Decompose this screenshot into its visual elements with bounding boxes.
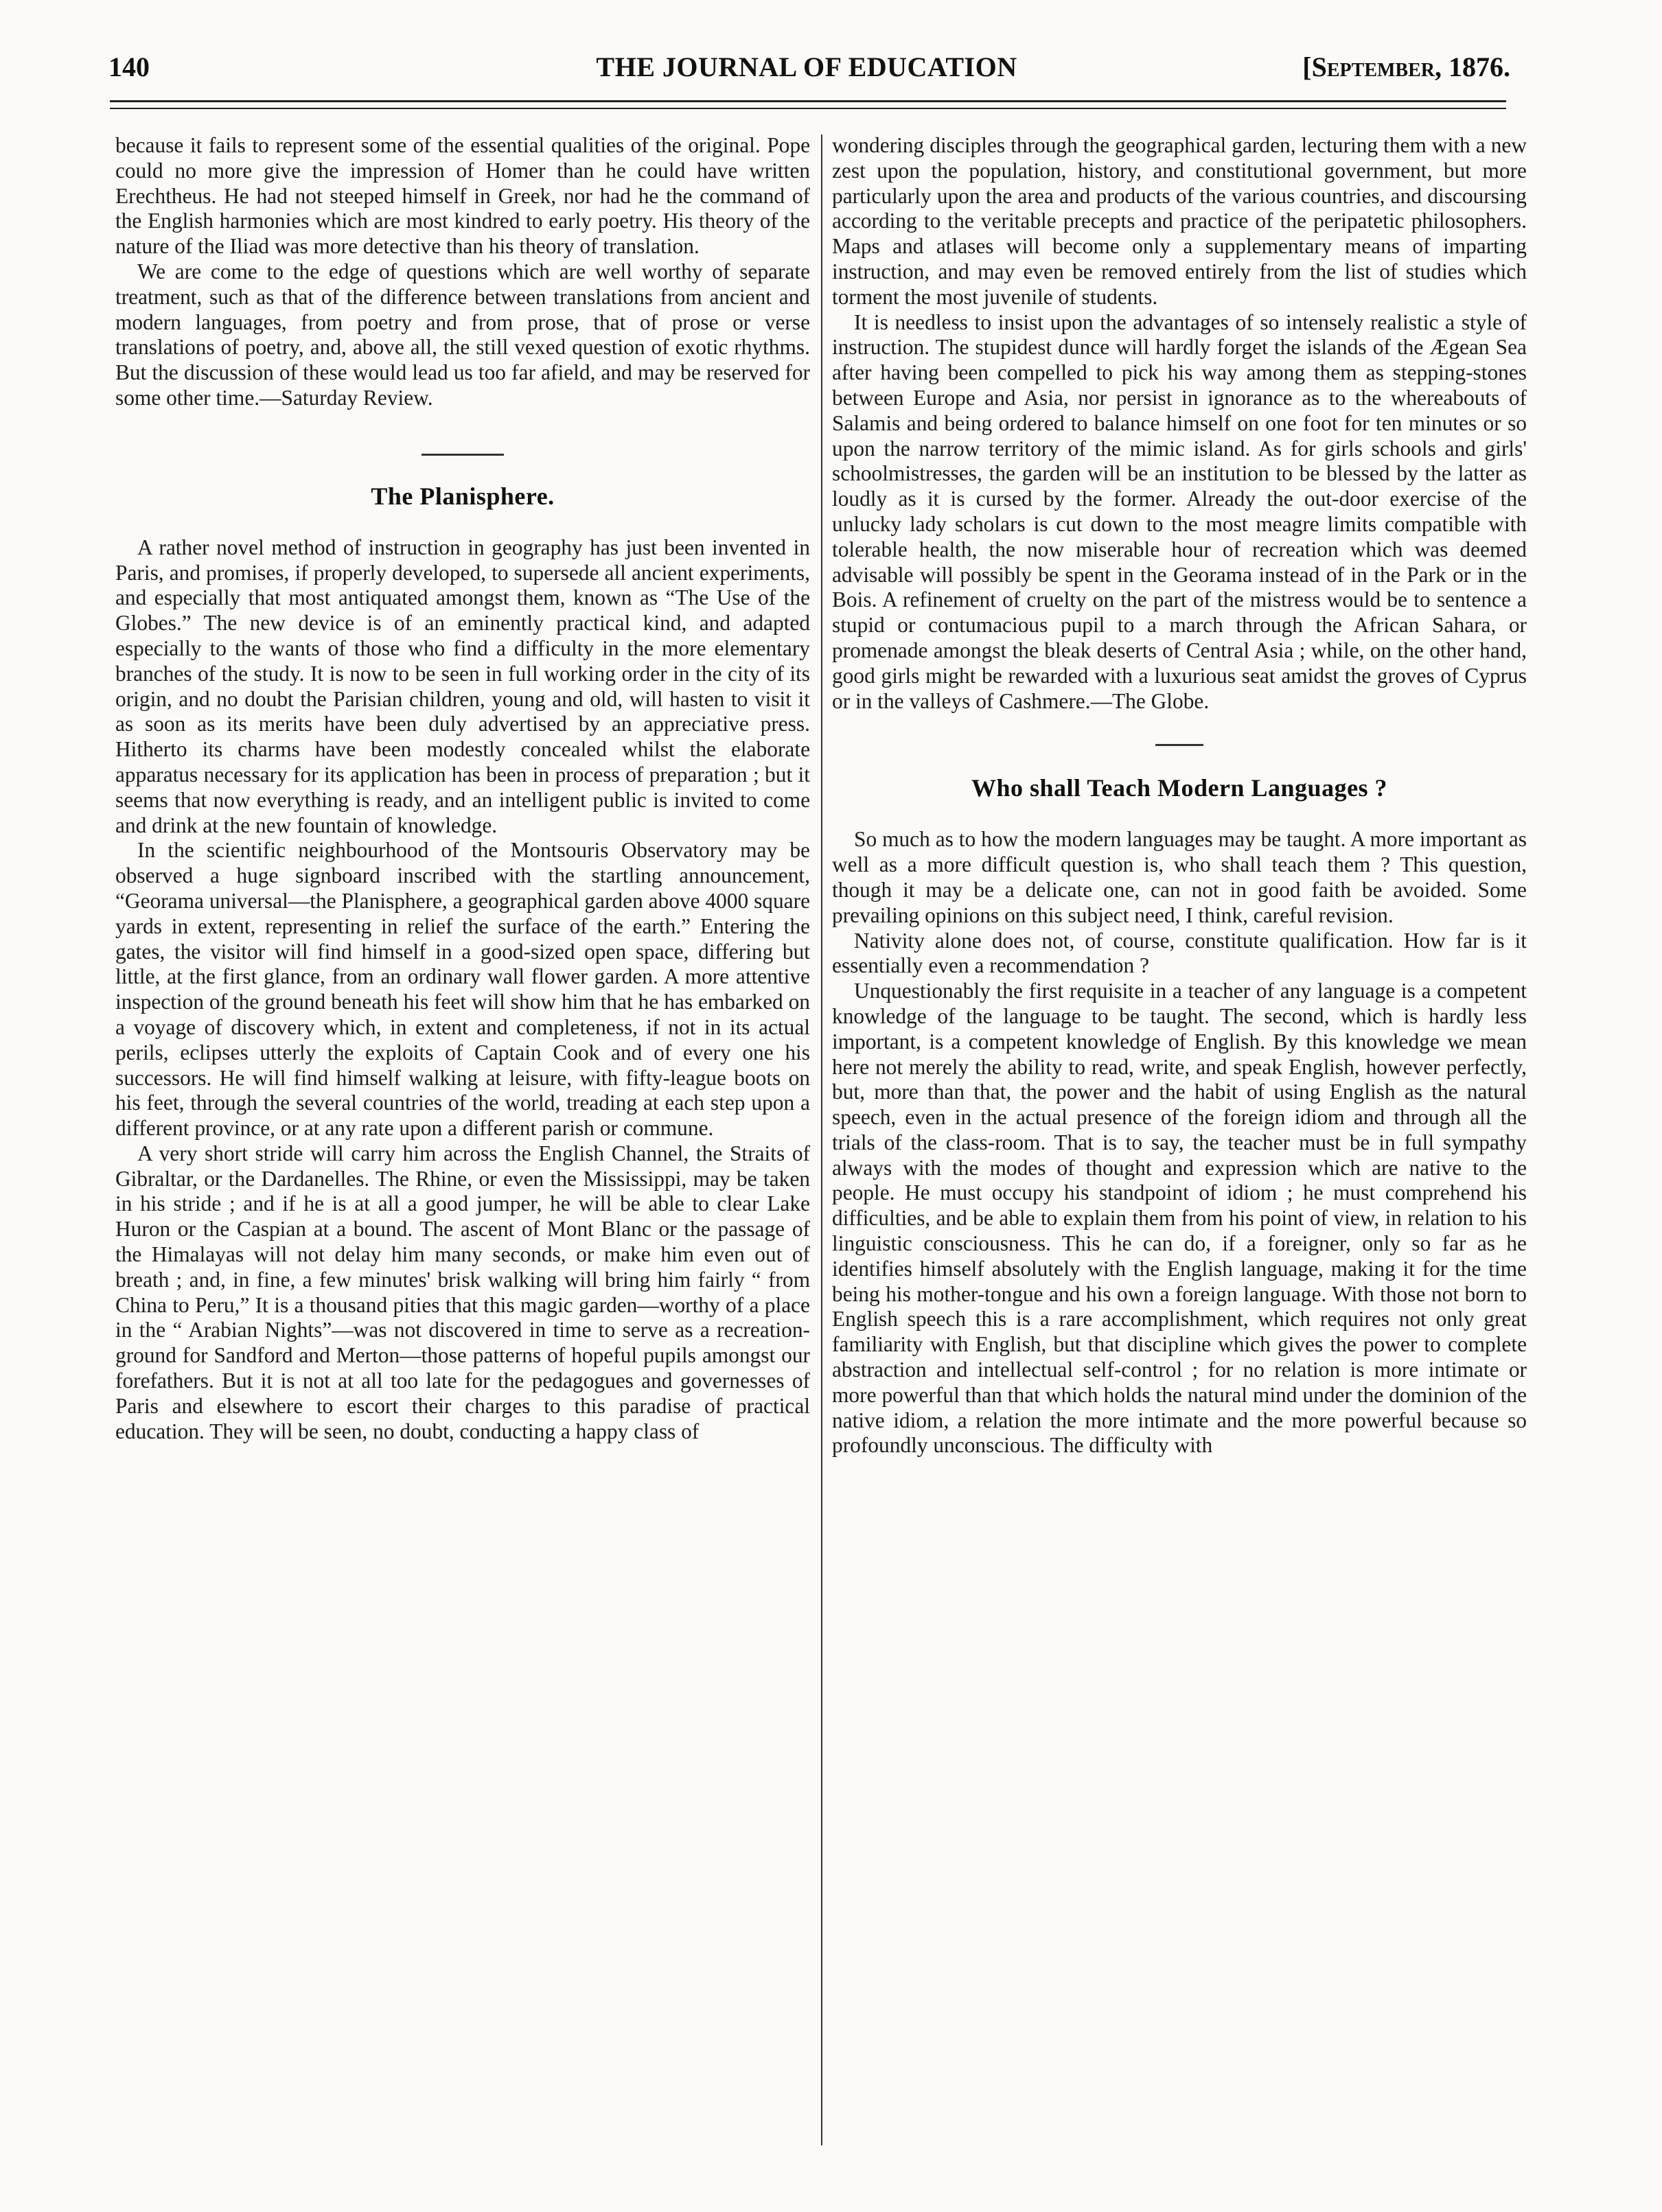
column-divider: [821, 135, 822, 2145]
issue-date: [September, 1876.: [1302, 51, 1510, 82]
paragraph: A rather novel method of instruction in geography has just been invented in Paris, and promises, if properly developed, to supersede all ancient experiments, and especially that most antiquated amongst them, known as “The Use of the Globes.” The new device is of an eminently practical kind, and adapted especially to the wants of those who find a difficulty in the more elementary branches of the study. It is now to be seen in full working order in the city of its origin, and no doubt the Parisian children, young and old, will hasten to visit it as soon as its merits have been duly advertised by an appreciative press. Hitherto its charms have been modestly concealed whilst the elaborate apparatus necessary for its application has been in process of preparation ; but it seems that now everything is ready, and an intelligent public is invited to come and drink at the new fountain of knowledge.: [115, 535, 810, 837]
left-column: [115, 133, 810, 2151]
paragraph: In the scientific neighbourhood of the Montsouris Observatory may be observed a huge signboard inscribed with the startling announcement, “Georama universal—the Planisphere, a geographical garden above 4000 square yards in extent, representing in relief the surface of the earth.” Entering the gates, the visitor will find himself in a good-sized open space, differing but little, at the first glance, from an ordinary wall flower garden. A more attentive inspection of the ground beneath his feet will show him that he has embarked on a voyage of discovery which, in extent and completeness, if not in its actual perils, eclipses utterly the exploits of Captain Cook and of every one his successors. He will find himself walking at leisure, with fifty-league boots on his feet, through the several countries of the world, treading at each step upon a different province, or at any rate upon a different parish or commune.: [115, 838, 810, 1141]
right-column: [832, 133, 1527, 2151]
paragraph: A very short stride will carry him across the English Channel, the Straits of Gibraltar, or the Dardanelles. The Rhine, or even the Mississippi, may be taken in his stride ; and if he is at all a good jumper, he will be able to clear Lake Huron or the Caspian at a bound. The ascent of Mont Blanc or the passage of the Himalayas will not delay him many seconds, or make him even out of breath ; and, in fine, a few minutes' brisk walking will bring him fairly “ from China to Peru,” It is a thousand pities that this magic garden—worthy of a place in the “ Arabian Nights”—was not discovered in time to serve as a recreation-ground for Sandford and Merton—those patterns of hopeful pupils amongst our forefathers. But it is not at all too late for the pedagogues and governesses of Paris and elsewhere to escort their charges to this paradise of practical education. They will be seen, no doubt, conducting a happy class of: [115, 1141, 810, 1443]
header-rule-top: [110, 100, 1506, 102]
paragraph: wondering disciples through the geographical garden, lecturing them with a new zest upon the population, history, and constitutional government, but more particularly upon the area and products of the various countries, and discoursing according to the veritable precepts and practice of the peripatetic philosophers. Maps and atlases will become only a supplementary means of imparting instruction, and may even be removed entirely from the list of studies which torment the most juvenile of students.: [832, 133, 1527, 309]
section-separator: [1155, 744, 1203, 746]
paragraph: Unquestionably the first requisite in a teacher of any language is a competent knowledge of the language to be taught. The second, which is hardly less important, is a competent knowledge of English. By this knowledge we mean here not merely the ability to read, write, and speak English, however perfectly, but, more than that, the power and the habit of using English as the natural speech, even in the actual presence of the foreign idiom and through all the trials of the class-room. That is to say, the teacher must be in full sympathy always with the modes of thought and expression which are native to the people. He must occupy his standpoint of idiom ; he must comprehend his difficulties, and be able to explain them from his point of view, in relation to his linguistic consciousness. This he can do, if a foreigner, only so far as he identifies himself absolutely with the English language, making it for the time being his mother-tongue and his own a foreign language. With those not born to English speech this is a rare accomplishment, which requires not only great familiarity with English, but that discipline which gives the power to complete abstraction and intellectual self-control ; for no relation is more intimate or more powerful than that which holds the natural mind under the dominion of the native idiom, a relation the more intimate and the more powerful because so profoundly unconscious. The difficulty with: [832, 979, 1527, 1458]
paragraph: because it fails to represent some of the essential qualities of the original. Pope could no more give the impression of Homer than he could have written Erechtheus. He had not steeped himself in Greek, nor had he the command of the English harmonies which are most kindred to early poetry. His theory of the nature of the Iliad was more detective than his theory of translation.: [115, 133, 810, 259]
section-title-planisphere: The Planisphere.: [371, 482, 555, 510]
paragraph: It is needless to insist upon the advantages of so intensely realistic a style of instruction. The stupidest dunce will hardly forget the islands of the Ægean Sea after having been compelled to pick his way among them as stepping-stones between Europe and Asia, nor persist in ignorance as to the whereabouts of Salamis and being ordered to balance himself on one foot for ten minutes or so upon the narrow territory of the mimic island. As for girls schools and girls' schoolmistresses, the garden will be an institution to be blessed by the latter as loudly as it is cursed by the former. Already the out-door exercise of the unlucky lady scholars is cut down to the most meagre limits compatible with tolerable health, the now miserable hour of recreation which was deemed advisable will possibly be spent in the Georama instead of in the Park or in the Bois. A refinement of cruelty on the part of the mistress would be to sentence a stupid or contumacious pupil to a march through the African Sahara, or promenade amongst the bleak deserts of Central Asia ; while, on the other hand, good girls might be rewarded with a luxurious seat amidst the groves of Cyprus or in the valleys of Cashmere.—The Globe.: [832, 310, 1527, 713]
section-title-modern-languages: Who shall Teach Modern Languages ?: [971, 774, 1388, 802]
page-number: 140: [108, 51, 150, 82]
paragraph: Nativity alone does not, of course, constitute qualification. How far is it essentially even a recommendation ?: [832, 928, 1527, 978]
section-separator: [422, 454, 504, 456]
paragraph: So much as to how the modern languages may be taught. A more important as well as a more difficult question is, who shall teach them ? This question, though it may be a delicate one, can not in good faith be avoided. Some prevailing opinions on this subject need, I think, careful revision.: [832, 827, 1527, 927]
masthead: [103, 47, 1510, 88]
paragraph: We are come to the edge of questions which are well worthy of separate treatment, such as that of the difference between translations from ancient and modern languages, from poetry and from prose, that of prose or verse translations of poetry, and, above all, the still vexed question of exotic rhythms. But the discussion of these would lead us too far afield, and may be reserved for some other time.—Saturday Review.: [115, 259, 810, 410]
journal-title: THE JOURNAL OF EDUCATION: [596, 51, 1017, 82]
header-rule-bottom: [110, 108, 1506, 109]
